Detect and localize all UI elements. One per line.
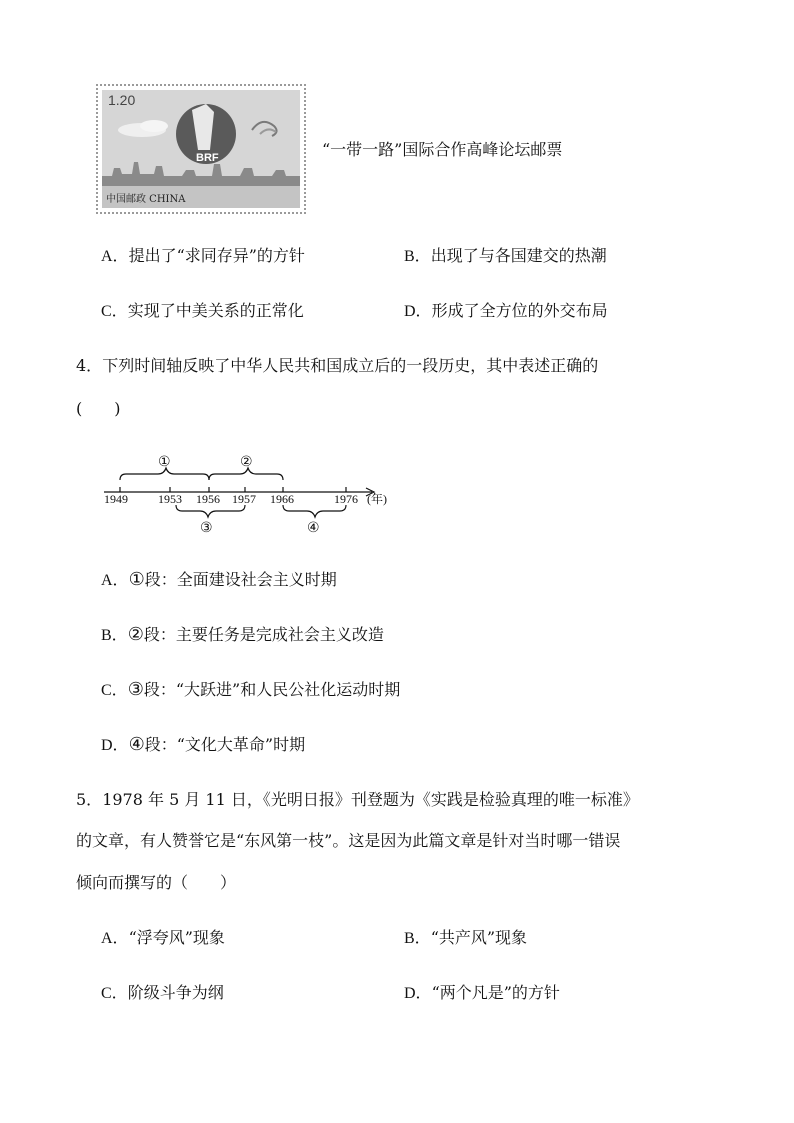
stamp-picture [102, 90, 300, 208]
option-letter: D． [101, 737, 129, 754]
circled-number: ④ [128, 734, 145, 755]
q5-option-c [101, 982, 224, 1005]
option-letter: A． [101, 572, 129, 589]
option-letter: A． [101, 930, 129, 947]
option-text: “浮夸风”现象 [128, 928, 225, 947]
stamp-denomination: 1.20 [108, 92, 136, 108]
year-1949: 1949 [104, 492, 128, 506]
q3-option-b [404, 245, 607, 268]
option-text: 实现了中美关系的正常化 [127, 301, 304, 320]
year-1966: 1966 [270, 492, 294, 506]
q5-option-b [404, 927, 527, 950]
option-text: “共产风”现象 [430, 928, 528, 947]
q3-option-a [101, 245, 305, 268]
question-number: 4． [76, 356, 103, 375]
q4-stem-line1 [76, 355, 598, 377]
option-letter: C． [101, 682, 128, 699]
option-letter: B． [404, 930, 431, 947]
question-number: 5． [76, 790, 103, 809]
option-text: 出现了与各国建交的热潮 [430, 246, 607, 265]
option-text: 提出了“求同存异”的方针 [128, 246, 305, 265]
option-letter: B． [404, 248, 431, 265]
q3-option-c [101, 300, 304, 323]
stamp-image [96, 84, 306, 214]
option-letter: C． [101, 985, 128, 1002]
option-letter: D． [404, 303, 432, 320]
year-1953: 1953 [158, 492, 182, 506]
q5-stem-line2: 的文章，有人赞誉它是“东风第一枝”。这是因为此篇文章是针对当时哪一错误 [76, 831, 621, 850]
stamp-country-text: 中国邮政 CHINA [106, 194, 186, 205]
q4-stem-line2: ( ) [76, 399, 121, 418]
option-text: 段：“文化大革命”时期 [144, 735, 306, 754]
brace-4 [283, 505, 346, 517]
brace-3 [176, 505, 245, 517]
q4-option-c [101, 679, 400, 702]
q4-option-a [101, 569, 337, 592]
year-1957: 1957 [232, 492, 256, 506]
option-letter: C． [101, 303, 128, 320]
option-text: 段：全面建设社会主义时期 [144, 570, 337, 589]
year-1976: 1976 [334, 492, 358, 506]
q3-option-d [404, 300, 608, 323]
q5-stem-line1 [76, 789, 639, 811]
label-2: ② [240, 454, 253, 470]
label-4: ④ [307, 520, 320, 536]
question-stem: 1978 年 5 月 11 日，《光明日报》刊登题为《实践是检验真理的唯一标准》 [102, 790, 639, 809]
option-text: 形成了全方位的外交布局 [431, 301, 608, 320]
circled-number: ② [127, 624, 144, 645]
stamp-caption: “一带一路”国际合作高峰论坛邮票 [322, 140, 563, 159]
timeline-figure [100, 450, 400, 540]
label-3: ③ [200, 520, 213, 536]
q5-option-a [101, 927, 225, 950]
circled-number: ③ [127, 679, 144, 700]
circled-number: ① [128, 569, 145, 590]
year-1956: 1956 [196, 492, 220, 506]
stamp-logo-text: BRF [196, 152, 219, 164]
option-text: 段：主要任务是完成社会主义改造 [143, 625, 384, 644]
q5-stem-line3: 倾向而撰写的（ ） [76, 873, 237, 892]
year-unit: (年) [367, 492, 387, 506]
option-text: 阶级斗争为纲 [127, 983, 224, 1002]
question-stem: 下列时间轴反映了中华人民共和国成立后的一段历史，其中表述正确的 [102, 356, 599, 375]
option-letter: D． [404, 985, 432, 1002]
label-1: ① [158, 454, 171, 470]
option-letter: A． [101, 248, 129, 265]
option-text: 段：“大跃进”和人民公社化运动时期 [143, 680, 401, 699]
q5-option-d [404, 982, 560, 1005]
q4-option-b [101, 624, 384, 647]
option-text: “两个凡是”的方针 [431, 983, 560, 1002]
option-letter: B． [101, 627, 128, 644]
q4-option-d [101, 734, 305, 757]
